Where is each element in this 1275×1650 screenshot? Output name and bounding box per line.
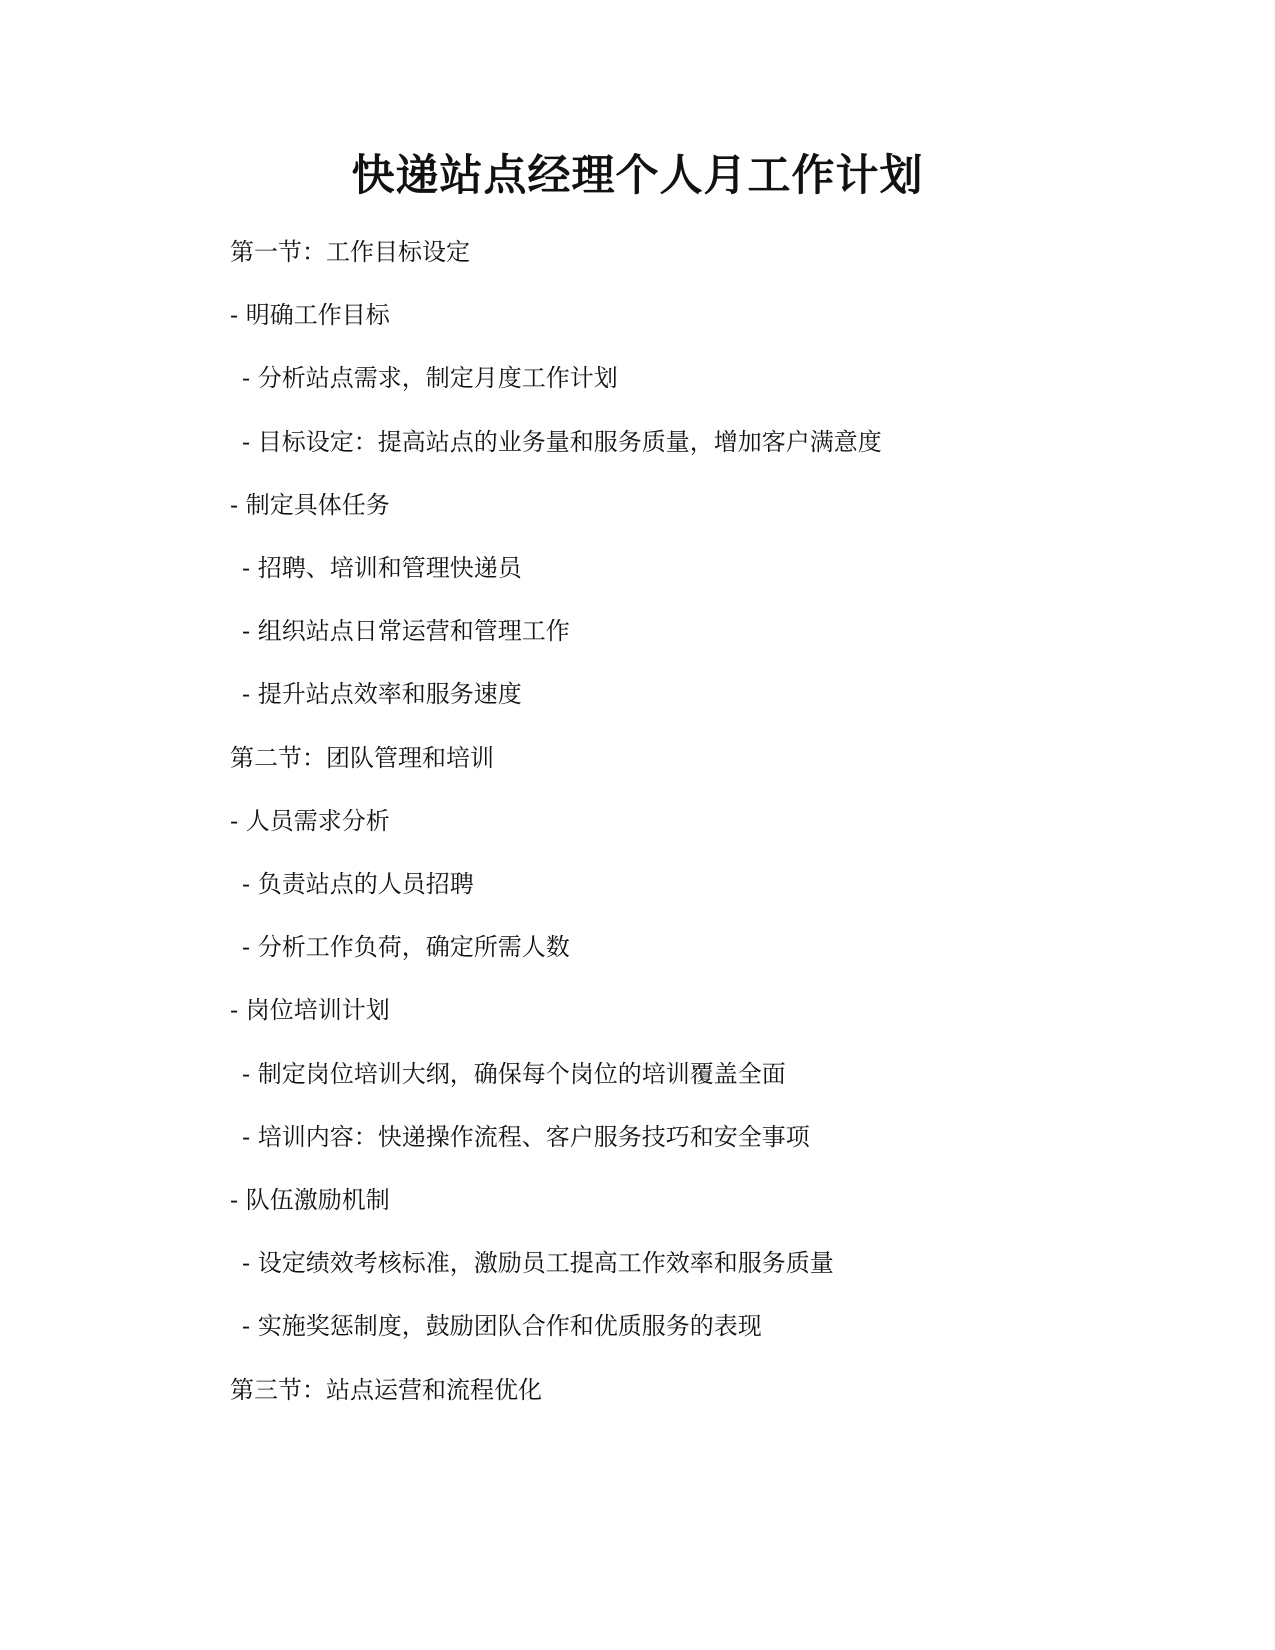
list-subitem: - 实施奖惩制度，鼓励团队合作和优质服务的表现: [242, 1312, 762, 1341]
list-subitem: - 目标设定：提高站点的业务量和服务质量，增加客户满意度: [242, 427, 882, 456]
list-item: - 明确工作目标: [230, 301, 390, 330]
list-subitem: - 培训内容：快递操作流程、客户服务技巧和安全事项: [242, 1122, 810, 1151]
list-subitem: - 分析工作负荷，确定所需人数: [242, 933, 570, 962]
list-subitem: - 组织站点日常运营和管理工作: [242, 617, 570, 646]
list-item: - 队伍激励机制: [230, 1186, 390, 1214]
list-subitem: - 负责站点的人员招聘: [242, 870, 474, 898]
list-item: - 岗位培训计划: [230, 996, 390, 1025]
list-subitem: - 提升站点效率和服务速度: [242, 680, 522, 709]
document-title: 快递站点经理个人月工作计划: [351, 151, 924, 201]
list-subitem: - 招聘、培训和管理快递员: [242, 554, 522, 582]
list-subitem: - 设定绩效考核标准，激励员工提高工作效率和服务质量: [242, 1249, 834, 1278]
list-subitem: - 分析站点需求，制定月度工作计划: [242, 364, 618, 393]
section-heading: 第一节：工作目标设定: [230, 238, 470, 266]
section-heading: 第二节：团队管理和培训: [230, 743, 494, 772]
list-item: - 人员需求分析: [230, 806, 390, 835]
list-item: - 制定具体任务: [230, 490, 390, 519]
section-heading: 第三节：站点运营和流程优化: [230, 1375, 542, 1404]
list-subitem: - 制定岗位培训大纲，确保每个岗位的培训覆盖全面: [242, 1059, 786, 1088]
